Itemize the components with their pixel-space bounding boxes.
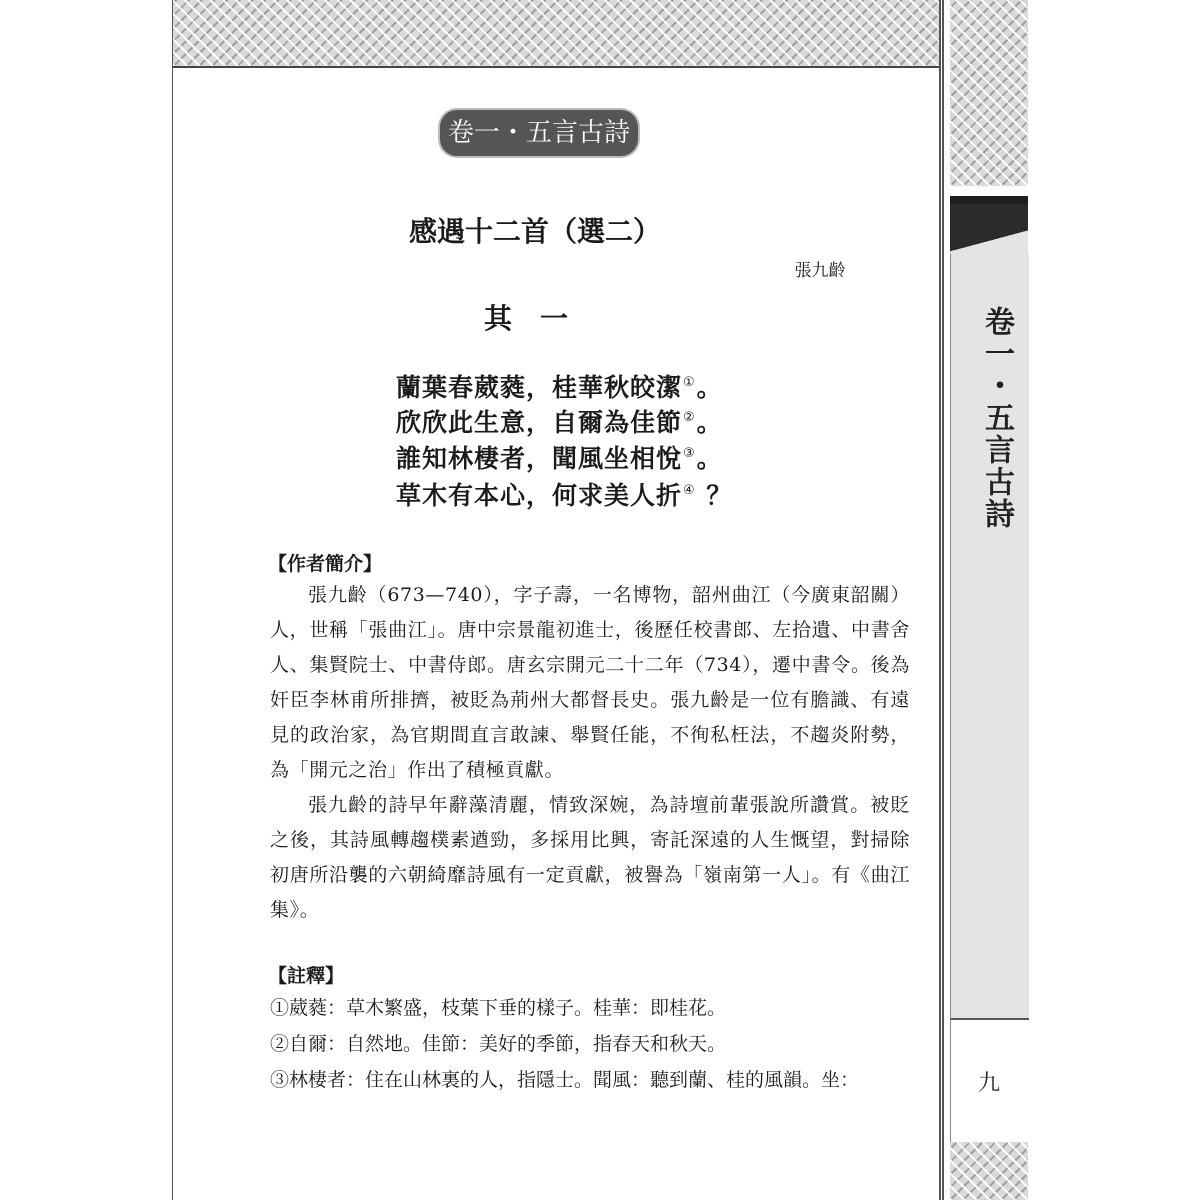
note-item: ①葳蕤：草木繁盛，枝葉下垂的樣子。桂華：即桂花。 <box>270 997 727 1019</box>
side-tab-title: 卷一・五言古詩 <box>979 306 1014 530</box>
notes-list <box>270 990 910 1098</box>
poem-line-text: 欣欣此生意，自爾為佳節 <box>396 408 683 437</box>
poem-line-text: 誰知林棲者，聞風坐相悅 <box>396 444 683 473</box>
poem-line <box>396 368 723 404</box>
footnote-marker: ② <box>683 410 696 425</box>
author-intro-heading: 【作者簡介】 <box>268 553 383 575</box>
poem-line-punct: 。 <box>696 408 723 437</box>
side-pattern-bottom <box>950 1140 1028 1200</box>
footnote-marker: ① <box>683 375 696 390</box>
author-intro-paragraph: 張九齡的詩早年辭藻清麗，情致深婉，為詩壇前輩張說所讚賞。被貶之後，其詩風轉趨樸素遒勁，多採用比興，寄託深遠的人生慨望，對掃除初唐所沿襲的六朝綺靡詩風有一定貢獻，被譽為「嶺南第一人」。有《曲江集》。 <box>270 794 910 921</box>
note-item: ③林棲者：住在山林裏的人，指隱士。聞風：聽到蘭、桂的風韻。坐： <box>270 1069 860 1091</box>
poem-subtitle: 其一 <box>483 302 596 335</box>
poem-line-punct: 。 <box>696 373 723 402</box>
page-number: 九 <box>977 1071 1000 1096</box>
side-tab-header <box>950 196 1028 262</box>
poem-line-punct: 。 <box>696 444 723 473</box>
poem-line <box>396 403 723 439</box>
poem-line-text: 草木有本心，何求美人折 <box>396 481 683 510</box>
decorative-pattern-band <box>173 0 939 68</box>
footnote-marker: ③ <box>683 446 696 461</box>
poem-title: 感遇十二首（選二） <box>408 215 661 248</box>
note-item: ②自爾：自然地。佳節：美好的季節，指春天和秋天。 <box>270 1033 727 1055</box>
author-intro-paragraph: 張九齡（673—740），字子壽，一名博物，韶州曲江（今廣東韶關）人，世稱「張曲江」。唐中宗景龍初進士，後歷任校書郎、左拾遺、中書舍人、集賢院士、中書侍郎。唐玄宗開元二十二年（734），遷中書令。後為奸臣李林甫所排擠，被貶為荊州大都督長史。張九齡是一位有膽識、有遠見的政治家，為官期間直言敢諫、舉賢任能，不徇私枉法，不趨炎附勢，為「開元之治」作出了積極貢獻。 <box>270 584 910 781</box>
poem-author: 張九齡 <box>794 261 846 281</box>
author-intro-body <box>270 578 910 928</box>
poem-line <box>396 439 723 475</box>
notes-heading: 【註釋】 <box>268 965 345 987</box>
poem-line <box>396 476 732 512</box>
side-pattern-top <box>950 0 1028 186</box>
poem-line-text: 蘭葉春葳蕤，桂華秋皎潔 <box>396 373 683 402</box>
footnote-marker: ④ <box>683 483 696 498</box>
section-badge: 卷一・五言古詩 <box>443 113 635 153</box>
poem-line-punct: ？ <box>696 481 733 510</box>
